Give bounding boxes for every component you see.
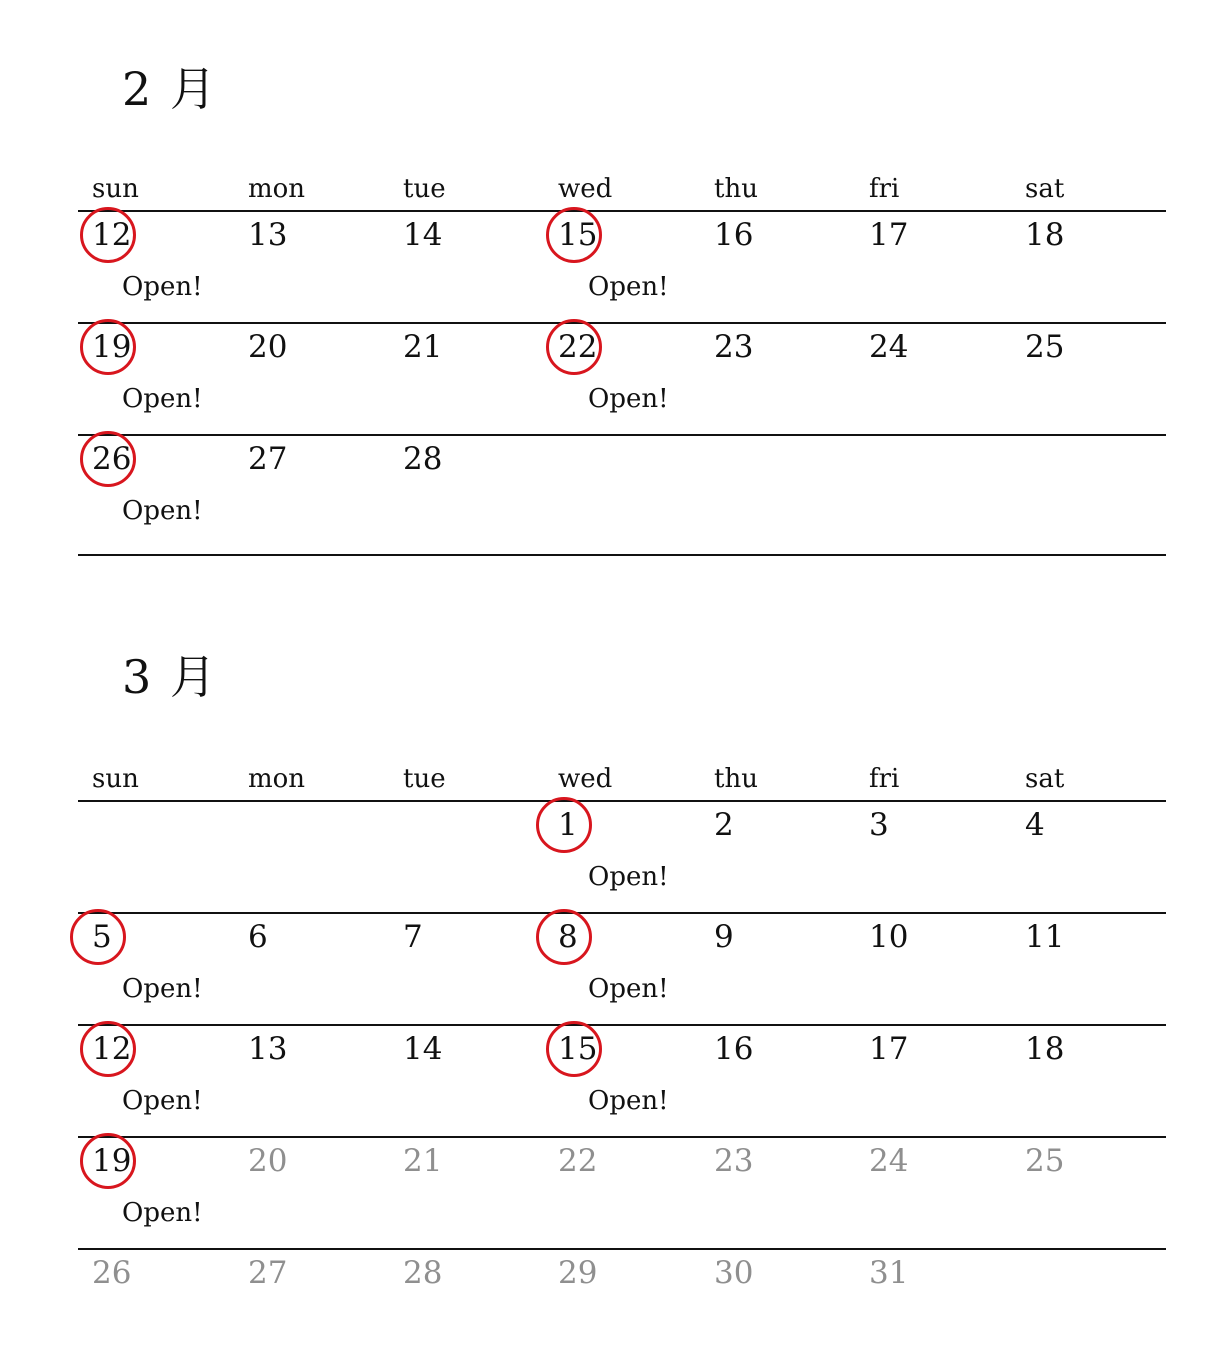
weekday-label: fri [869,764,900,794]
day-number: 12 [92,1031,132,1067]
month-title: 3 月 [122,650,218,704]
open-day-circle [536,909,592,965]
day-number: 17 [869,217,909,253]
day-number: 2 [714,807,734,843]
day-number: 23 [714,1143,754,1179]
day-number: 30 [714,1255,754,1291]
day-number: 28 [403,1255,443,1291]
weekday-label: sat [1025,174,1065,204]
open-label: Open! [122,384,203,414]
open-day-circle [80,207,136,263]
day-number: 11 [1025,919,1065,955]
weekday-label: tue [403,764,446,794]
day-number: 25 [1025,329,1065,365]
week-row [0,322,1205,434]
open-label: Open! [122,1086,203,1116]
day-number: 4 [1025,807,1045,843]
day-number: 14 [403,1031,443,1067]
day-number: 24 [869,1143,909,1179]
day-number: 25 [1025,1143,1065,1179]
day-number: 18 [1025,217,1065,253]
open-day-circle [80,1021,136,1077]
day-number: 16 [714,217,754,253]
day-number: 15 [558,1031,598,1067]
open-day-circle [80,319,136,375]
open-label: Open! [122,496,203,526]
weekday-label: sun [92,764,139,794]
weekday-label: tue [403,174,446,204]
open-day-circle [546,1021,602,1077]
open-day-circle [70,909,126,965]
day-number: 22 [558,329,598,365]
day-number: 18 [1025,1031,1065,1067]
open-label: Open! [122,1198,203,1228]
weekday-label: mon [248,174,306,204]
day-number: 9 [714,919,734,955]
day-number: 26 [92,1255,132,1291]
day-number: 13 [248,1031,288,1067]
day-number: 1 [558,807,578,843]
day-number: 19 [92,329,132,365]
week-row [0,800,1205,912]
day-number: 22 [558,1143,598,1179]
day-number: 16 [714,1031,754,1067]
day-number: 13 [248,217,288,253]
day-number: 21 [403,1143,443,1179]
weekday-label: sun [92,174,139,204]
open-label: Open! [588,384,669,414]
open-label: Open! [122,272,203,302]
open-day-circle [546,319,602,375]
day-number: 5 [92,919,112,955]
day-number: 19 [92,1143,132,1179]
day-number: 8 [558,919,578,955]
open-label: Open! [588,862,669,892]
day-number: 24 [869,329,909,365]
week-row [0,912,1205,1024]
day-number: 27 [248,1255,288,1291]
day-number: 26 [92,441,132,477]
day-number: 20 [248,329,288,365]
day-number: 27 [248,441,288,477]
day-number: 31 [869,1255,909,1291]
week-row [0,1248,1205,1360]
day-number: 10 [869,919,909,955]
weekday-label: wed [558,764,613,794]
day-number: 7 [403,919,423,955]
day-number: 20 [248,1143,288,1179]
weekday-label: thu [714,174,758,204]
open-label: Open! [588,1086,669,1116]
weekday-label: mon [248,764,306,794]
open-label: Open! [588,272,669,302]
day-number: 15 [558,217,598,253]
weekday-label: wed [558,174,613,204]
weekday-label: fri [869,174,900,204]
day-number: 29 [558,1255,598,1291]
weekday-header [0,762,1205,796]
row-divider [78,554,1166,556]
open-label: Open! [588,974,669,1004]
week-row [0,434,1205,546]
day-number: 14 [403,217,443,253]
weekday-label: thu [714,764,758,794]
weekday-header [0,172,1205,206]
week-row [0,1024,1205,1136]
week-row [0,210,1205,322]
day-number: 17 [869,1031,909,1067]
day-number: 23 [714,329,754,365]
open-day-circle [536,797,592,853]
day-number: 3 [869,807,889,843]
open-day-circle [546,207,602,263]
weekday-label: sat [1025,764,1065,794]
day-number: 6 [248,919,268,955]
day-number: 21 [403,329,443,365]
open-label: Open! [122,974,203,1004]
open-day-circle [80,431,136,487]
month-title: 2 月 [122,62,218,116]
day-number: 12 [92,217,132,253]
week-row [0,1136,1205,1248]
day-number: 28 [403,441,443,477]
open-day-circle [80,1133,136,1189]
